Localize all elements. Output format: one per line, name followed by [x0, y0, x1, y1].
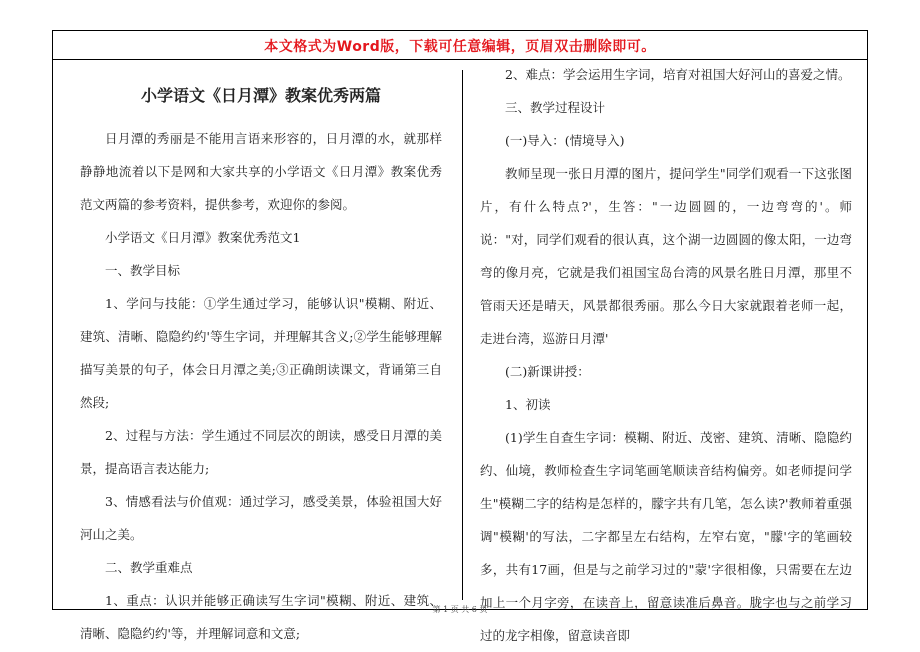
section-heading: 一、教学目标 — [105, 263, 181, 278]
section-heading: (二)新课讲授： — [505, 364, 590, 379]
page-number: 第 1 页 共 6 页 — [432, 605, 488, 614]
section-heading: 1、初读 — [505, 397, 551, 412]
body-paragraph: 1、学问与技能：①学生通过学习，能够认识"模糊、附近、建筑、清晰、隐隐约约'等生字词，并理解其含义;②学生能够理解描写美景的句子，体会日月潭之美;③正确朗读课文，背诵第三自然段; — [80, 296, 442, 410]
left-column — [80, 74, 442, 650]
intro-paragraph: 日月潭的秀丽是不能用言语来形容的，日月潭的水，就那样静静地流着以下是网和大家共享的小学语文《日月潭》教案优秀范文两篇的参考资料，提供参考，欢迎你的参阅。 — [80, 131, 442, 212]
document-title: 小学语文《日月潭》教案优秀两篇 — [140, 86, 381, 105]
body-paragraph: 3、情感看法与价值观：通过学习，感受美景，体验祖国大好河山之美。 — [80, 494, 442, 542]
section-heading: 三、教学过程设计 — [505, 100, 606, 115]
body-paragraph: (1)学生自查生字词：模糊、附近、茂密、建筑、清晰、隐隐约约、仙境，教师检查生字词笔画笔顺读音结构偏旁。如老师提问学生"模糊二字的结构是怎样的，朦字共有几笔，怎么读?'教师着重强调"模糊'的写法，二字都呈左右结构，左窄右宽，"朦'字的笔画较多，共有17画，但是与之前学习过的"蒙'字很相像，只需要在左边加上一个月字旁，在读音上，留意读准后鼻音。胧字也与之前学习过的龙字相像，留意读音即 — [480, 430, 852, 643]
column-divider — [462, 70, 463, 600]
section-heading: 小学语文《日月潭》教案优秀范文1 — [105, 230, 301, 245]
body-paragraph: 2、难点：学会运用生字词，培育对祖国大好河山的喜爱之情。 — [505, 67, 851, 82]
body-paragraph: 1、重点：认识并能够正确读写生字词"模糊、附近、建筑、清晰、隐隐约约'等，并理解词意和文意; — [80, 593, 442, 641]
page-header-banner: 本文格式为Word版，下载可任意编辑，页眉双击删除即可。 — [264, 39, 656, 55]
section-heading: (一)导入：(情境导入) — [505, 133, 625, 148]
right-column — [480, 58, 852, 652]
section-heading: 二、教学重难点 — [105, 560, 193, 575]
body-paragraph: 教师呈现一张日月潭的图片，提问学生"同学们观看一下这张图片，有什么特点?'，生答："一边圆圆的，一边弯弯的'。师说："对，同学们观看的很认真，这个湖一边圆圆的像太阳，一边弯弯的像月亮，它就是我们祖国宝岛台湾的风景名胜日月潭，那里不管雨天还是晴天，风景都很秀丽。那么今日大家就跟着老师一起，走进台湾，巡游日月潭' — [480, 166, 852, 346]
body-paragraph: 2、过程与方法：学生通过不同层次的朗读，感受日月潭的美景，提高语言表达能力; — [80, 428, 442, 476]
